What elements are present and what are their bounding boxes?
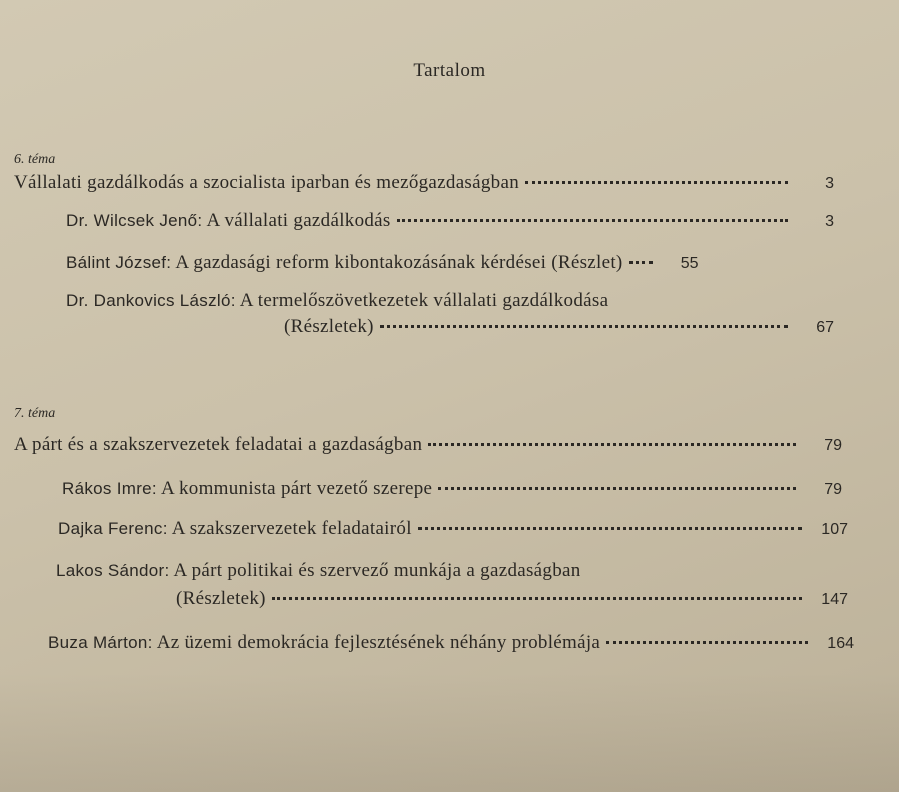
entry-title: A vállalati gazdálkodás xyxy=(206,210,391,231)
entry-title: A kommunista párt vezető szerepe xyxy=(160,478,433,499)
entry-title: Az üzemi demokrácia fejlesztésének néhány problémája xyxy=(156,632,601,653)
section-7-heading-text: A párt és a szakszervezetek feladatai a gazdaságban xyxy=(14,434,423,455)
entry-title: A párt politikai és szervező munkája a gazdaságban xyxy=(173,560,581,581)
entry-title: A termelőszövetkezetek vállalati gazdálkodása xyxy=(239,290,609,311)
page-number: 55 xyxy=(680,255,699,272)
section-6-label: 6. téma xyxy=(14,152,56,167)
page-number: 3 xyxy=(825,213,834,230)
leader-dots xyxy=(418,527,802,530)
entry-author: Dr. Dankovics László: xyxy=(66,291,236,310)
page-number: 147 xyxy=(821,591,848,608)
leader-dots xyxy=(272,597,802,600)
page-number: 79 xyxy=(824,437,842,454)
leader-dots xyxy=(380,325,788,328)
page-shadow xyxy=(0,672,899,792)
entry-title-continued: (Részletek) xyxy=(284,316,374,337)
entry-author: Buza Márton: xyxy=(48,633,153,652)
toc-entry xyxy=(48,632,854,654)
entry-author: Dajka Ferenc: xyxy=(58,519,168,538)
toc-entry xyxy=(66,252,834,274)
leader-dots xyxy=(397,219,788,222)
leader-dots xyxy=(438,487,796,490)
toc-entry-line1 xyxy=(66,290,608,312)
page-number: 107 xyxy=(821,521,848,538)
section-7-heading xyxy=(14,434,842,456)
page-number: 67 xyxy=(816,319,834,336)
leader-dots xyxy=(606,641,808,644)
entry-author: Bálint József: xyxy=(66,253,172,272)
entry-title: A gazdasági reform kibontakozásának kérdései (Részlet) xyxy=(175,252,623,273)
entry-title-continued: (Részletek) xyxy=(176,588,266,609)
leader-dots xyxy=(629,261,653,264)
toc-entry-line1 xyxy=(56,560,581,582)
section-6-heading xyxy=(14,172,834,194)
leader-dots xyxy=(525,181,788,184)
toc-entry xyxy=(58,518,848,540)
toc-entry xyxy=(66,210,834,232)
page-number: 3 xyxy=(825,175,834,192)
entry-author: Dr. Wilcsek Jenő: xyxy=(66,211,203,230)
toc-entry xyxy=(62,478,842,500)
section-6-heading-text: Vállalati gazdálkodás a szocialista iparban és mezőgazdaságban xyxy=(14,172,519,193)
toc-entry-line2 xyxy=(284,316,834,338)
section-7-label: 7. téma xyxy=(14,406,56,421)
entry-title: A szakszervezetek feladatairól xyxy=(171,518,412,539)
entry-author: Rákos Imre: xyxy=(62,479,157,498)
page-number: 164 xyxy=(827,635,854,652)
leader-dots xyxy=(428,443,796,446)
page-number: 79 xyxy=(824,481,842,498)
page-title: Tartalom xyxy=(413,60,486,81)
toc-entry-line2 xyxy=(176,588,848,610)
entry-author: Lakos Sándor: xyxy=(56,561,170,580)
